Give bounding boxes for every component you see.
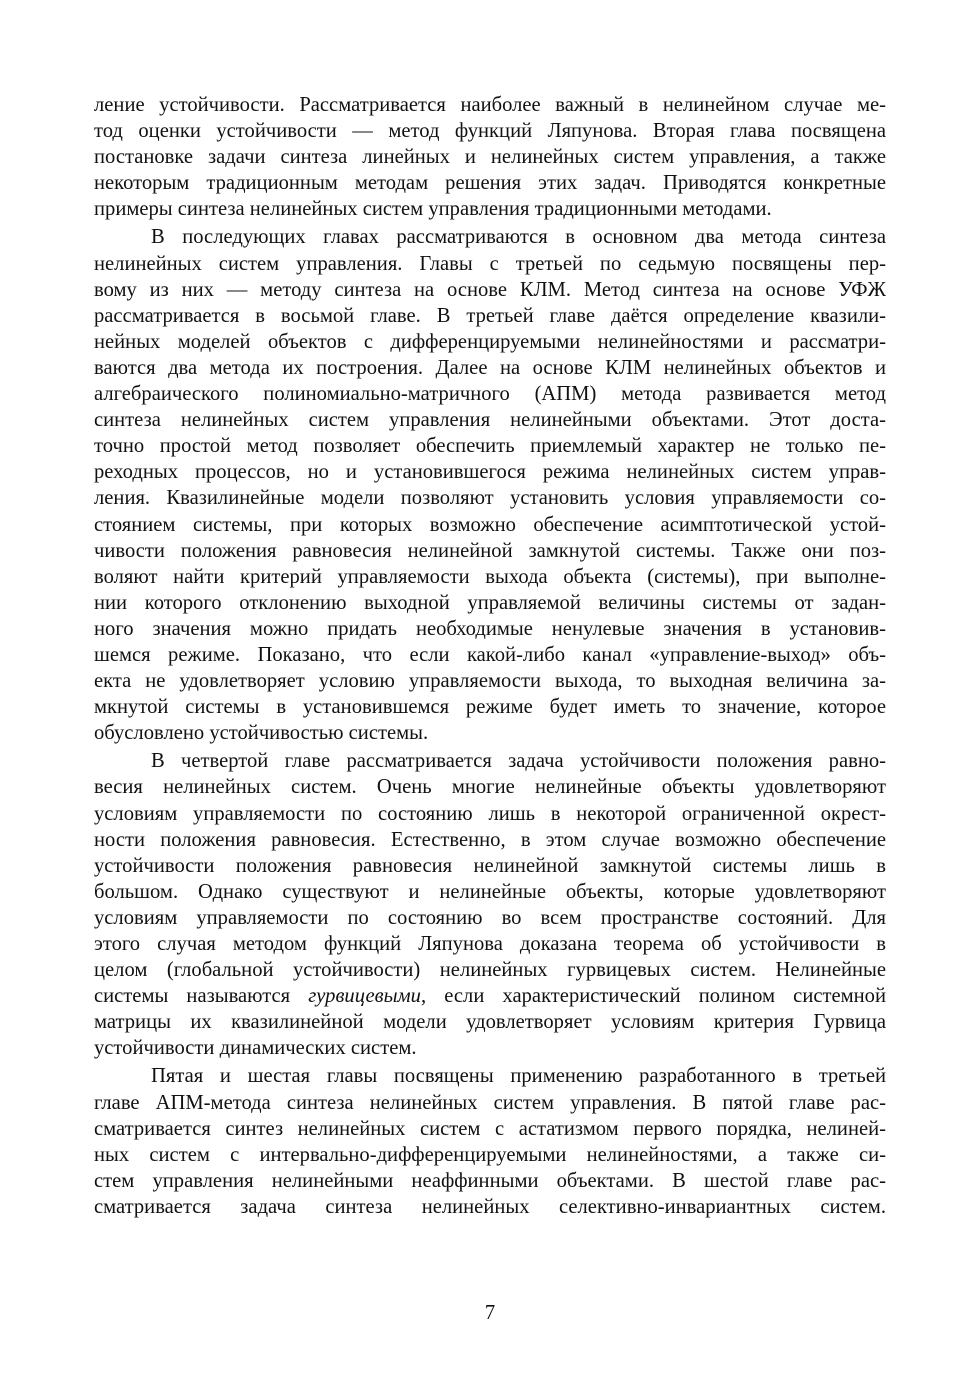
text-line: нейных моделей объектов с дифференцируемыми нелинейностями и рассматри- [94, 330, 886, 353]
text-line: устойчивости динамических систем. [94, 1037, 417, 1060]
text-line: ления. Квазилинейные модели позволяют установить условия управляемости со- [94, 487, 886, 510]
text-line: примеры синтеза нелинейных систем управления традиционными методами. [94, 198, 772, 221]
text-line: ного значения можно придать необходимые ненулевые значения в установив- [94, 617, 886, 640]
text-line: алгебраического полиномиально-матричного (АПМ) метода развивается метод [94, 383, 886, 406]
text-line: обусловлено устойчивостью системы. [94, 722, 429, 745]
text-line: реходных процессов, но и установившегося режима нелинейных систем управ- [94, 461, 886, 484]
text-line: сматривается задача синтеза нелинейных селективно-инвариантных систем. [94, 1195, 886, 1218]
text-line: екта не удовлетворяет условию управляемости выхода, то выходная величина за- [94, 670, 886, 693]
text-line: воляют найти критерий управляемости выхода объекта (системы), при выполне- [94, 565, 886, 588]
text-line: точно простой метод позволяет обеспечить приемлемый характер не только пе- [94, 435, 886, 458]
text-line: матрицы их квазилинейной модели удовлетворяет условиям критерия Гурвица [94, 1011, 886, 1034]
text-line: тод оценки устойчивости — метод функций Ляпунова. Вторая глава посвящена [94, 120, 886, 143]
text-line: нии которого отклонению выходной управляемой величины системы от задан- [94, 591, 886, 614]
paragraph-2 [94, 224, 886, 746]
text-line: чивости положения равновесия нелинейной замкнутой системы. Также они поз- [94, 539, 886, 562]
page-number: 7 [484, 1302, 496, 1324]
paragraph-1 [94, 92, 886, 222]
text-line: ных систем с интервально-дифференцируемыми нелинейностями, а также си- [94, 1143, 886, 1166]
text-line: В последующих главах рассматриваются в основном два метода синтеза [151, 226, 886, 249]
text-line: В четвертой главе рассматривается задача устойчивости положения равно- [151, 750, 886, 773]
text-line: условиям управляемости по состоянию во всем пространстве состояний. Для [94, 906, 886, 929]
text-line: целом (глобальной устойчивости) нелинейных гурвицевых систем. Нелинейные [94, 959, 886, 982]
text-line: этого случая методом функций Ляпунова доказана теорема об устойчивости в [94, 933, 886, 955]
text-line: шемся режиме. Показано, что если какой-либо канал «управление-выход» объ- [94, 643, 886, 666]
text-segment: , если характеристический полином системной [420, 985, 886, 1008]
text-line: ление устойчивости. Рассматривается наиболее важный в нелинейном случае ме- [94, 94, 886, 116]
paragraph-3 [94, 748, 886, 1061]
text-line: ваются два метода их построения. Далее на основе КЛМ нелинейных объектов и [94, 356, 886, 379]
text-line: нелинейных систем управления. Главы с третьей по седьмую посвящены пер- [94, 252, 886, 275]
text-line: рассматривается в восьмой главе. В третьей главе даётся определение квазили- [94, 304, 886, 327]
text-line: постановке задачи синтеза линейных и нелинейных систем управления, а также [94, 146, 886, 169]
emphasized-term: гурвицевыми [308, 985, 421, 1008]
text-line: стоянием системы, при которых возможно обеспечение асимптотической устой- [94, 513, 886, 536]
text-line: главе АПМ-метода синтеза нелинейных систем управления. В пятой главе рас- [94, 1091, 886, 1114]
text-line: большом. Однако существуют и нелинейные объекты, которые удовлетворяют [94, 880, 886, 903]
text-line: весия нелинейных систем. Очень многие нелинейные объекты удовлетворяют [94, 776, 886, 799]
text-line: условиям управляемости по состоянию лишь в некоторой ограниченной окрест- [94, 802, 886, 825]
paragraph-4 [94, 1063, 886, 1220]
text-line: устойчивости положения равновесия нелинейной замкнутой системы лишь в [94, 854, 886, 877]
text-line: вому из них — методу синтеза на основе КЛМ. Метод синтеза на основе УФЖ [94, 278, 886, 301]
text-line: мкнутой системы в установившемся режиме будет иметь то значение, которое [94, 696, 886, 719]
text-line: некоторым традиционным методам решения этих задач. Приводятся конкретные [94, 172, 886, 195]
text-segment: системы называются [94, 985, 309, 1008]
text-line: стем управления нелинейными неаффинными объектами. В шестой главе рас- [94, 1169, 886, 1192]
text-line-with-emphasis [94, 983, 886, 1009]
page-body [94, 92, 886, 1222]
text-line: сматривается синтез нелинейных систем с астатизмом первого порядка, нелиней- [94, 1117, 886, 1140]
text-line: синтеза нелинейных систем управления нелинейными объектами. Этот доста- [94, 409, 886, 432]
text-line: ности положения равновесия. Естественно, в этом случае возможно обеспечение [94, 828, 886, 851]
text-line: Пятая и шестая главы посвящены применению разработанного в третьей [151, 1065, 886, 1088]
